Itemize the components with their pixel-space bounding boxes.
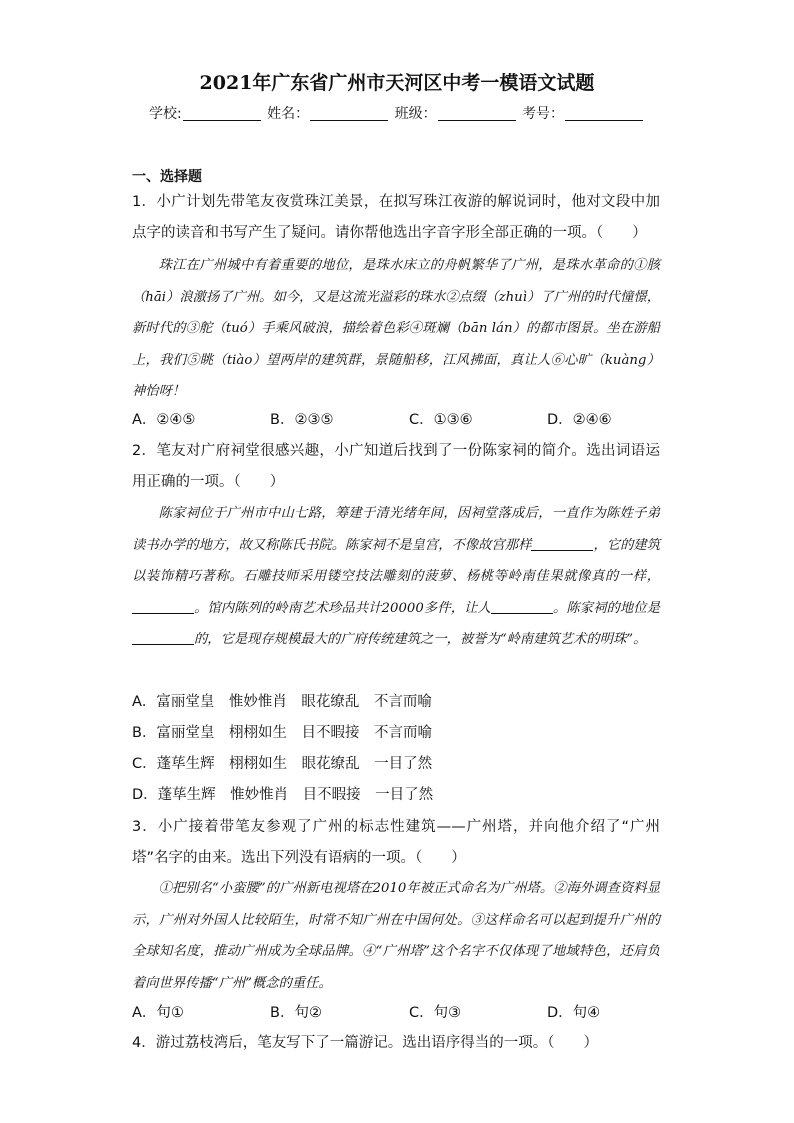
question-4-stem: 4．游过荔枝湾后，笔友写下了一篇游记。选出语序得当的一项。（ ） bbox=[132, 1035, 598, 1051]
question-2-option-a: A．富丽堂皇 惟妙惟肖 眼花缭乱 不言而喻 bbox=[132, 694, 432, 710]
fill-blank-2 bbox=[132, 613, 194, 614]
question-2-option-b: B．富丽堂皇 栩栩如生 目不暇接 不言而喻 bbox=[132, 725, 432, 741]
option-d: D．句④ bbox=[547, 1005, 601, 1021]
name-label: 姓名： bbox=[267, 106, 310, 122]
class-label: 班级： bbox=[394, 106, 437, 122]
fill-blank-4 bbox=[132, 644, 194, 645]
question-2-passage-text bbox=[132, 498, 660, 656]
question-2-stem: 2．笔友对广府祠堂很感兴趣，小广知道后找到了一份陈家祠的简介。选出词语运用正确的一项。（ ） bbox=[132, 443, 660, 490]
question-3-passage bbox=[132, 873, 660, 999]
exam-number-label: 考号： bbox=[522, 106, 565, 122]
section-heading: 一、选择题 bbox=[132, 169, 202, 185]
passage-part-1: 陈家祠位于广州市中山七路，筹建于清光绪年间，因祠堂落成后，一直作为陈姓子弟读书办学的地方，故又称陈氏书院。陈家祠不是皇宫，不像故宫那样 bbox=[132, 506, 660, 553]
question-3-passage-text: ①把别名“小蛮腰”的广州新电视塔在2010年被正式命名为广州塔。②海外调查资料显示，广州对外国人比较陌生，时常不知广州在中国何处。③这样命名可以起到提升广州的全球知名度，推动广州成为全球品牌。④“广州塔”这个名字不仅体现了地域特色，还肩负着向世界传播“广州”概念的重任。 bbox=[132, 881, 660, 991]
question-1-passage bbox=[132, 250, 660, 408]
option-c: C．句③ bbox=[409, 1005, 462, 1021]
option-d: D．②④⑥ bbox=[547, 412, 612, 428]
question-1-stem: 1．小广计划先带笔友夜赏珠江美景，在拟写珠江夜游的解说词时，他对文段中加点字的读音和书写产生了疑问。请你帮他选出字音字形全部正确的一项。（ ） bbox=[132, 194, 660, 241]
passage-part-4: 。陈家祠的地位是 bbox=[552, 600, 660, 616]
option-b: B．句② bbox=[270, 1005, 322, 1021]
class-blank bbox=[438, 120, 516, 121]
exam-number-blank bbox=[565, 120, 643, 121]
question-3-stem: 3．小广接着带笔友参观了广州的标志性建筑——广州塔，并向他介绍了“广州塔”名字的由来。选出下列没有语病的一项。（ ） bbox=[132, 819, 660, 866]
option-b: B．②③⑤ bbox=[270, 412, 334, 428]
question-2-passage bbox=[132, 498, 660, 656]
question-2-option-d: D．蓬荜生辉 惟妙惟肖 目不暇接 一目了然 bbox=[132, 787, 434, 803]
question-3-options bbox=[132, 1001, 660, 1023]
option-a: A．句① bbox=[132, 1005, 184, 1021]
school-label: 学校: bbox=[148, 106, 182, 122]
passage-part-3: 。馆内陈列的岭南艺术珍品共计20000多件，让人 bbox=[194, 600, 491, 616]
passage-part-5: 的，它是现存规模最大的广府传统建筑之一，被誉为“岭南建筑艺术的明珠”。 bbox=[194, 632, 647, 647]
name-blank bbox=[310, 120, 388, 121]
fill-blank-1 bbox=[531, 550, 593, 551]
option-c: C．①③⑥ bbox=[409, 412, 473, 428]
passage-part-2: ，它的建筑以装饰精巧著称。石雕技师采用镂空技法雕刻的菠萝、杨桃等岭南佳果就像真的一样， bbox=[132, 537, 661, 584]
question-1-passage-text: 珠江在广州城中有着重要的地位，是珠水床立的舟帆繁华了广州，是珠水革命的①胲（hāi）浪激扬了广州。如今，又是这流光溢彩的珠水②点缀（zhuì）了广州的时代憧憬，新时代的③舵（tuó）手乘风破浪，描绘着色彩④斑斓（bān lán）的都市图景。坐在游船上，我们⑤眺（tiào）望两岸的建筑群，景随船移，江风拂面，真让人⑥心旷（kuàng）神怡呀！ bbox=[132, 258, 660, 399]
option-a: A．②④⑤ bbox=[132, 412, 196, 428]
student-info-line bbox=[0, 103, 794, 123]
question-2-option-c: C．蓬荜生辉 栩栩如生 眼花缭乱 一目了然 bbox=[132, 756, 433, 772]
school-blank bbox=[183, 120, 261, 121]
fill-blank-3 bbox=[491, 613, 553, 614]
question-1-options bbox=[132, 408, 660, 430]
page-title: 2021年广东省广州市天河区中考一模语文试题 bbox=[199, 72, 595, 94]
